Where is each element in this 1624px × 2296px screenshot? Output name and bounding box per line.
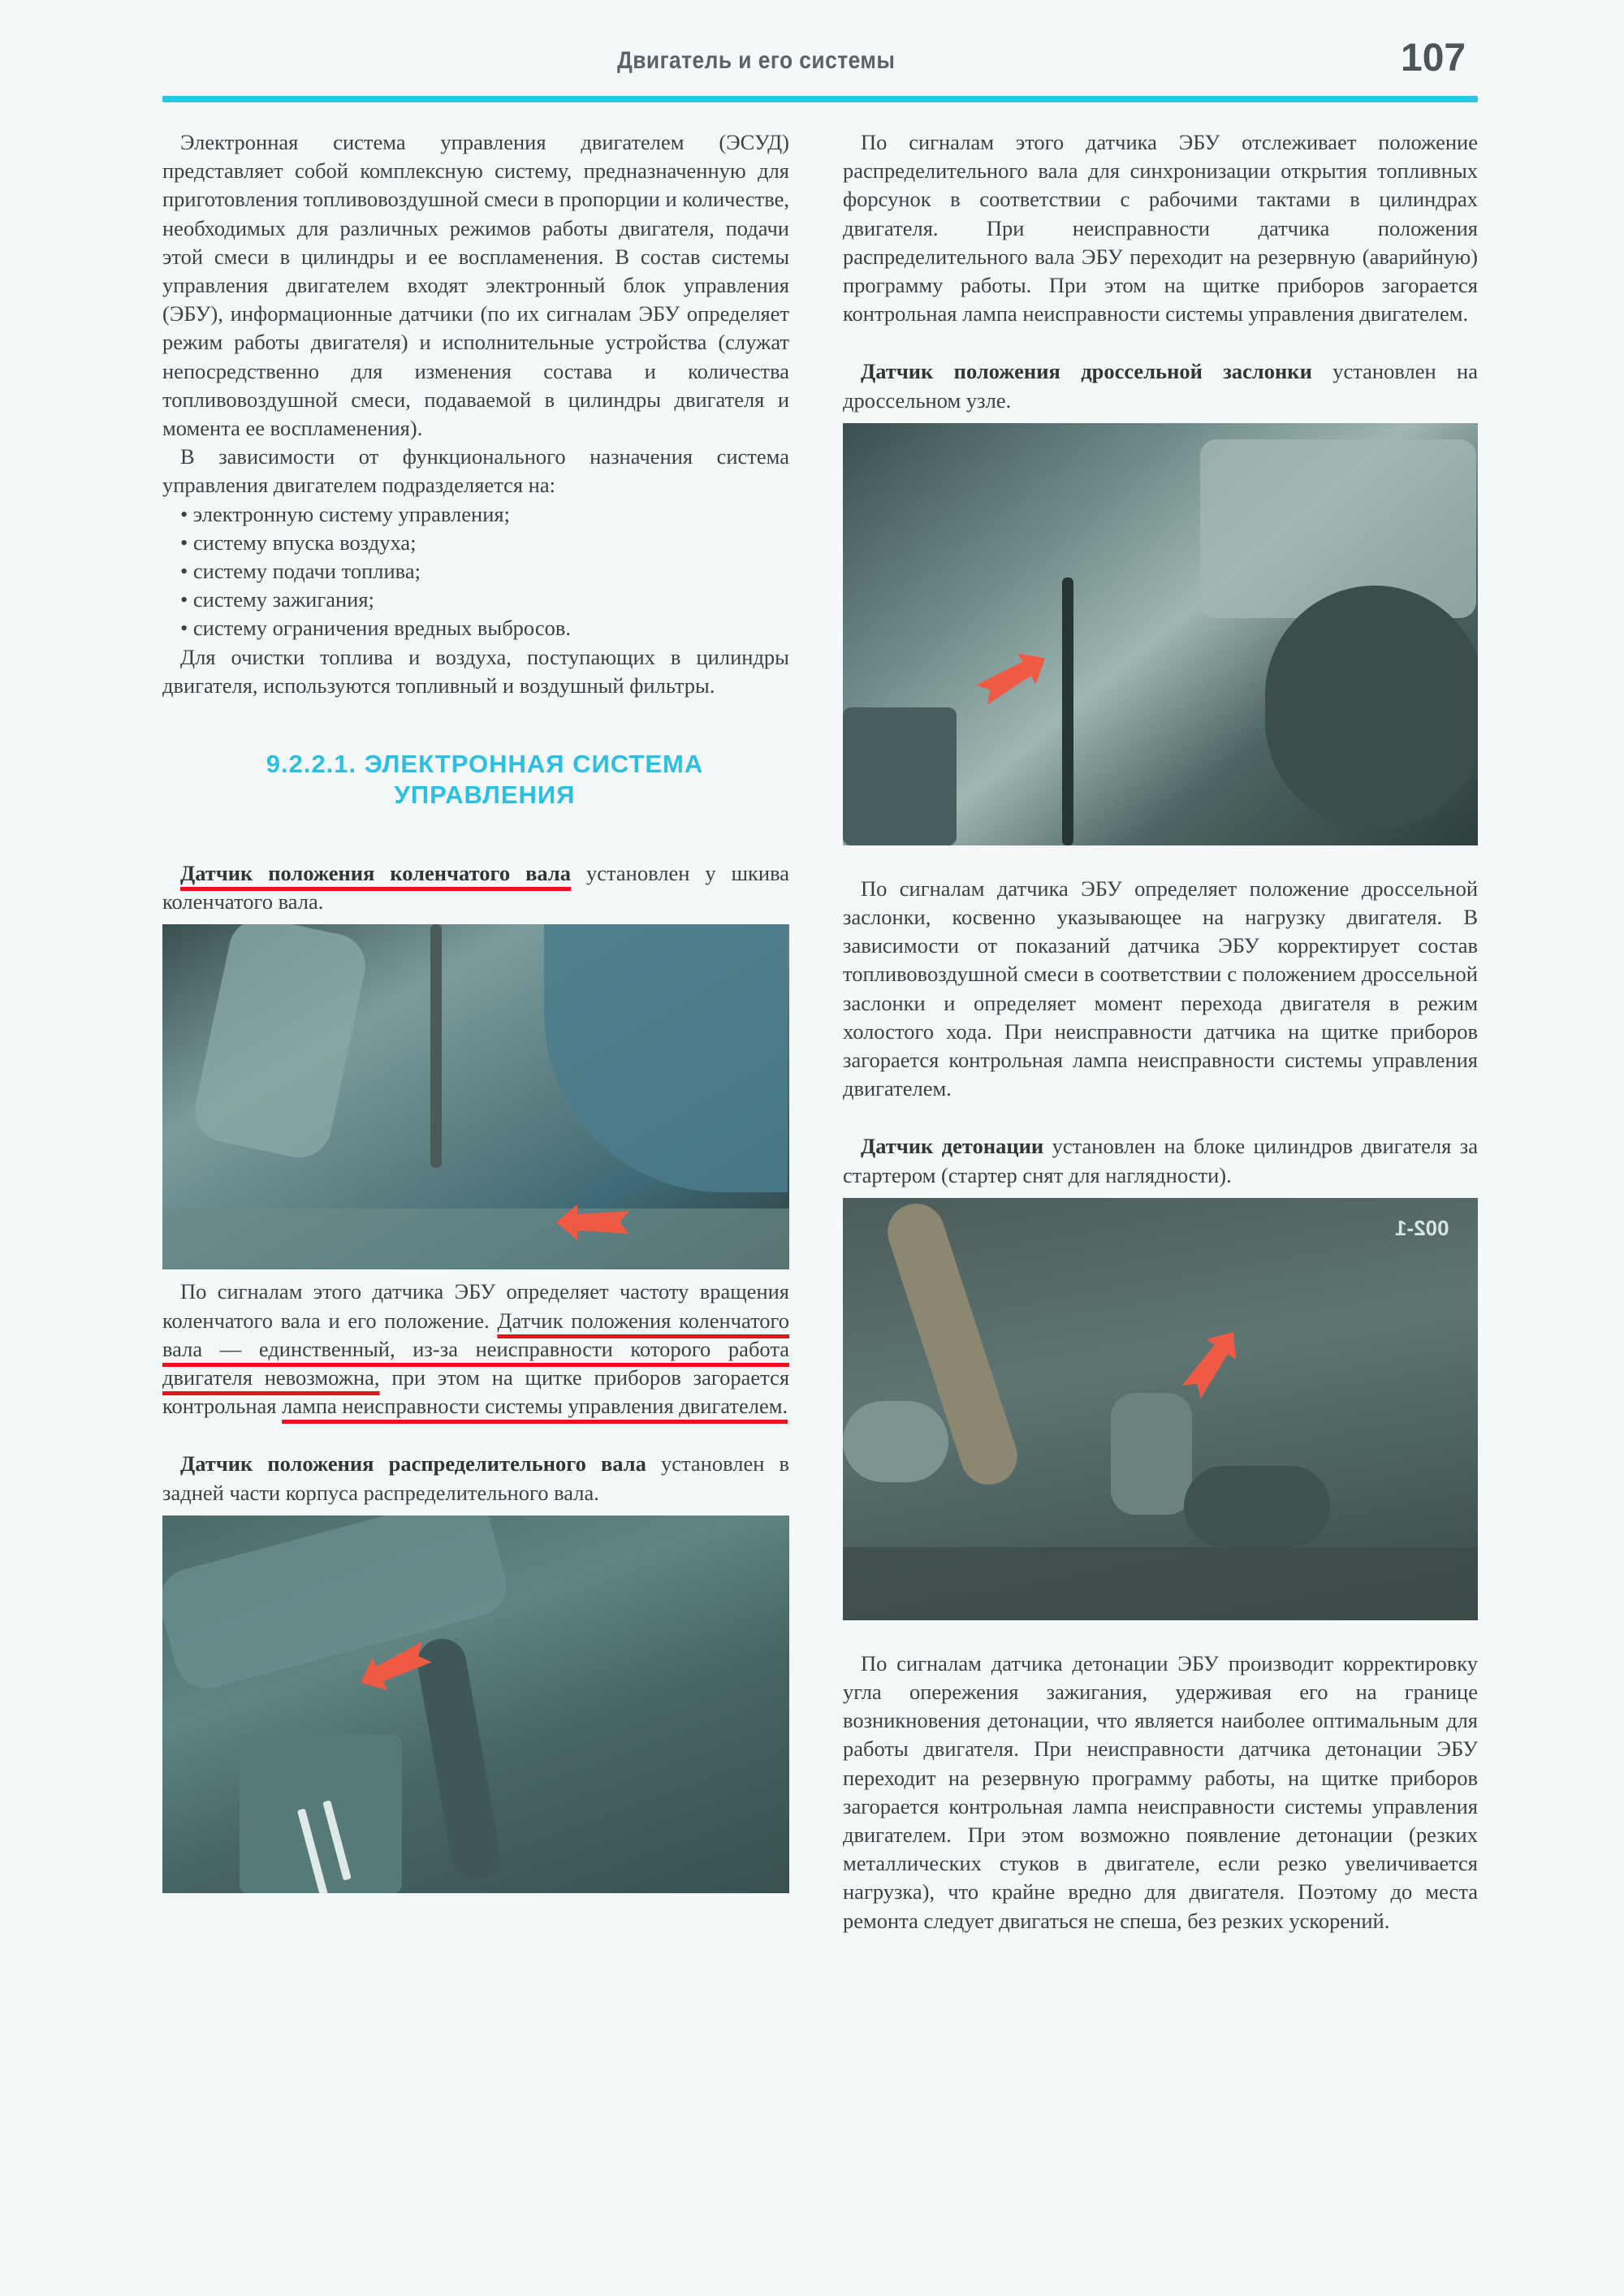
crankshaft-sensor-description [162, 1278, 789, 1420]
camshaft-sensor-term: Датчик положения распределительного вала [180, 1451, 646, 1477]
section-title-line-2: УПРАВЛЕНИЯ [394, 780, 576, 810]
subsystems-list [162, 500, 789, 643]
throttle-sensor-intro [843, 357, 1478, 414]
header-rule [162, 96, 1478, 102]
list-item: • систему зажигания; [180, 586, 789, 614]
throttle-sensor-description: По сигналам датчика ЭБУ определяет положение дроссельной заслонки, косвенно указывающее на нагрузку двигателя. В зависимости от показаний датчика ЭБУ корректирует состав топливовоздушной смеси в соответствии с положением дроссельной заслонки и определяет момент перехода двигателя в режим холостого хода. При неисправности датчика на щитке приборов загорается контрольная лампа неисправности системы управления двигателем. [843, 876, 1478, 1101]
list-item: • систему впуска воздуха; [180, 529, 789, 557]
throttle-sensor-photo [843, 423, 1478, 845]
intro-paragraph: Электронная система управления двигателем (ЭСУД) представляет собой комплексную систему, предназначенную для приготовления топливовоздушной смеси в пропорции и количестве, необходимых для различных режимов работы двигателя, подачи этой смеси в цилиндры и ее воспламенения. В состав системы управления двигателем входят электронный блок управления (ЭБУ), информационные датчики (по их сигналам ЭБУ определяет режим работы двигателя) и исполнительные устройства (служат непосредственно для изменения состава и количества топливовоздушной смеси, подаваемой в цилиндры двигателя и момента ее воспламенения). [162, 130, 789, 441]
crankshaft-sensor-intro [162, 859, 789, 916]
section-title-line-1: 9.2.2.1. ЭЛЕКТРОННАЯ СИСТЕМА [266, 750, 704, 779]
pointer-arrow-icon [1177, 1321, 1248, 1402]
running-title: Двигатель и его системы [617, 47, 896, 74]
highlighted-warning: Датчик положения коленчатого вала — единственный, из-за неисправности которого работа двигателя невозможна, [162, 1308, 790, 1390]
filters-paragraph: Для очистки топлива и воздуха, поступающих в цилиндры двигателя, используются топливный и воздушный фильтры. [162, 644, 789, 698]
photo-reference-label: 002-1 [1395, 1215, 1449, 1240]
knock-sensor-term: Датчик детонации [861, 1134, 1044, 1159]
subsystems-intro: В зависимости от функционального назначения система управления двигателем подразделяется на: [162, 444, 789, 498]
crankshaft-sensor-location: установлен у шкива коленчатого вала. [162, 861, 789, 915]
camshaft-sensor-location: установлен в задней части корпуса распределительного вала. [162, 1451, 789, 1505]
throttle-sensor-term: Датчик положения дроссельной заслонки [861, 359, 1312, 384]
right-column [843, 128, 1478, 1935]
section-heading [162, 749, 789, 811]
crankshaft-sensor-term: Датчик положения коленчатого вала [180, 861, 572, 886]
knock-sensor-photo [843, 1198, 1478, 1620]
camshaft-sensor-photo [162, 1516, 789, 1893]
list-item: • систему подачи топлива; [180, 557, 789, 586]
pointer-arrow-icon [973, 642, 1054, 710]
knock-sensor-description: По сигналам датчика детонации ЭБУ производит корректировку угла опережения зажигания, удерживая его на границе возникновения детонации, что является наиболее оптимальным для работы двигателя. При неисправности датчика детонации ЭБУ переходит на резервную программу работы, на щитке приборов загорается контрольная лампа неисправности системы управления двигателем. При этом возможно появление детонации (резких металлических стуков в двигателе, если резко увеличивается нагрузка), что крайне вредно для двигателя. Поэтому до места ремонта следует двигаться не спеша, без резких ускорений. [843, 1650, 1478, 1933]
list-item: • электронную систему управления; [180, 500, 789, 529]
page-number: 107 [1401, 37, 1466, 80]
list-item: • систему ограничения вредных выбросов. [180, 614, 789, 642]
left-column [162, 128, 789, 1893]
description-text: По сигналам этого датчика ЭБУ определяет частоту вращения коленчатого вала и его положение. [162, 1279, 789, 1333]
pointer-arrow-icon [556, 1204, 629, 1240]
highlighted-warning: лампа неисправности системы управления двигателем. [282, 1394, 788, 1419]
knock-sensor-intro [843, 1132, 1478, 1189]
camshaft-sensor-intro [162, 1450, 789, 1507]
knock-sensor-location: установлен на блоке цилиндров двигателя за стартером (стартер снят для наглядности). [843, 1134, 1478, 1187]
camshaft-sensor-description: По сигналам этого датчика ЭБУ отслеживает положение распределительного вала для синхронизации открытия топливных форсунок в соответствии с рабочими тактами в цилиндрах двигателя. При неисправности датчика положения распределительного вала ЭБУ переходит на резервную (аварийную) программу работы. При этом на щитке приборов загорается контрольная лампа неисправности системы управления двигателем. [843, 130, 1478, 326]
description-text: при этом на щитке приборов загорается контрольная [162, 1365, 790, 1419]
throttle-sensor-location: установлен на дроссельном узле. [843, 359, 1478, 413]
crankshaft-sensor-photo [162, 924, 789, 1269]
page-header [0, 0, 1624, 114]
